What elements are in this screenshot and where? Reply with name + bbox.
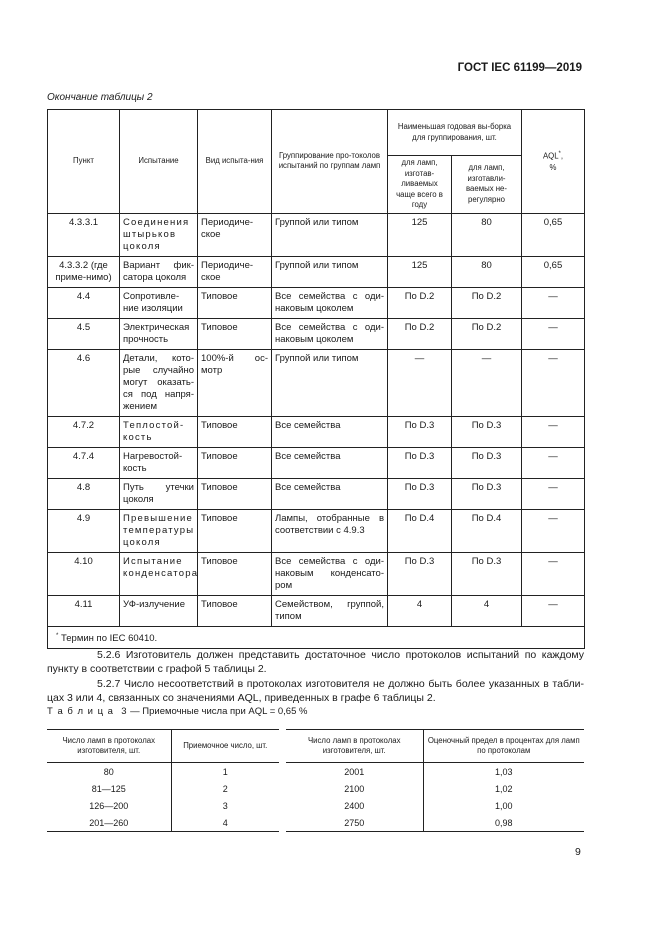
cell-lamp-count: 80	[103, 766, 114, 777]
cell-grouping: Все семейства с оди-наковым цоколем	[272, 318, 388, 349]
cell-lamp-count: 201—260	[47, 814, 171, 832]
cell-grouping: Все семейства	[272, 416, 388, 447]
cell-frequent: 125	[388, 256, 452, 287]
cell-irregular: —	[452, 349, 522, 416]
cell-grouping: Группой или типом	[272, 349, 388, 416]
cell-lamp-count: 2100	[344, 783, 365, 794]
cell-aql: —	[522, 509, 585, 552]
table-row	[48, 349, 585, 416]
cell-acceptance-number: 2	[171, 780, 279, 797]
cell-irregular: По D.2	[452, 287, 522, 318]
cell-frequent: По D.3	[388, 478, 452, 509]
t3-left-header-count: Число ламп в протоколах изготовителя, шт.	[47, 730, 171, 763]
cell-punkt: 4.10	[48, 552, 120, 595]
table-3-left	[47, 729, 279, 832]
cell-estimated-limit: 1,00	[423, 797, 584, 814]
table-row	[48, 416, 585, 447]
table-row	[47, 814, 279, 832]
table-caption: Окончание таблицы 2	[47, 92, 153, 103]
cell-aql: 0,65	[522, 213, 585, 256]
cell-punkt: 4.9	[48, 509, 120, 552]
cell-frequent: По D.2	[388, 287, 452, 318]
cell-grouping: Все семейства	[272, 478, 388, 509]
cell-test: Путь утечки цоколя	[120, 478, 198, 509]
table-3-right	[286, 729, 584, 832]
cell-grouping: Семейством, группой, типом	[272, 595, 388, 626]
cell-kind: Типовое	[198, 552, 272, 595]
cell-acceptance-number: 4	[171, 814, 279, 832]
cell-test: Испытание конденсатора	[120, 552, 198, 595]
cell-punkt: 4.6	[48, 349, 120, 416]
cell-acceptance-number: 3	[171, 797, 279, 814]
cell-test: Нагревостой-кость	[120, 447, 198, 478]
cell-kind: Типовое	[198, 447, 272, 478]
cell-irregular: По D.3	[452, 478, 522, 509]
cell-test: Детали, кото-рые случайно могут оказать-ся под напря-жением	[120, 349, 198, 416]
table-footnote: * Термин по IEC 60410.	[48, 626, 585, 648]
cell-aql: 0,65	[522, 256, 585, 287]
cell-kind: Типовое	[198, 509, 272, 552]
cell-aql: —	[522, 595, 585, 626]
table-row	[48, 509, 585, 552]
cell-irregular: По D.3	[452, 552, 522, 595]
cell-frequent: По D.2	[388, 318, 452, 349]
cell-punkt: 4.7.2	[48, 416, 120, 447]
cell-grouping: Все семейства с оди-наковым цоколем	[272, 287, 388, 318]
cell-punkt: 4.3.3.1	[48, 213, 120, 256]
header-kind: Вид испыта-ния	[198, 110, 272, 214]
table-row	[48, 478, 585, 509]
paragraph-5-2-7: 5.2.7 Число несоответствий в протоколах изготовителя не должно быть более указанных в табли-цах 3 или 4, связанных со значениями AQL, приведенных в графе 6 таблицы 2.	[47, 678, 584, 704]
cell-grouping: Все семейства с оди-наковым конденсато-ром	[272, 552, 388, 595]
cell-aql: —	[522, 349, 585, 416]
cell-aql: —	[522, 318, 585, 349]
cell-kind: Периодиче-ское	[198, 256, 272, 287]
cell-irregular: 80	[452, 256, 522, 287]
cell-kind: Типовое	[198, 318, 272, 349]
cell-frequent: —	[388, 349, 452, 416]
cell-punkt: 4.8	[48, 478, 120, 509]
cell-estimated-limit: 1,02	[423, 780, 584, 797]
cell-grouping: Все семейства	[272, 447, 388, 478]
header-punkt: Пункт	[48, 110, 120, 214]
cell-aql: —	[522, 478, 585, 509]
table-row	[48, 595, 585, 626]
cell-irregular: 4	[452, 595, 522, 626]
header-irregular: для ламп, изготавли-ваемых не-регулярно	[452, 156, 522, 214]
cell-kind: Периодиче-ское	[198, 213, 272, 256]
document-header: ГОСТ IEC 61199—2019	[457, 62, 582, 74]
t3-left-header-accept: Приемочное число, шт.	[171, 730, 279, 763]
cell-frequent: По D.4	[388, 509, 452, 552]
cell-frequent: 125	[388, 213, 452, 256]
cell-punkt: 4.4	[48, 287, 120, 318]
cell-test: Вариант фик-сатора цоколя	[120, 256, 198, 287]
page-number: 9	[575, 846, 581, 858]
table-row	[48, 256, 585, 287]
cell-grouping: Группой или типом	[272, 213, 388, 256]
table-row	[47, 797, 279, 814]
cell-punkt: 4.5	[48, 318, 120, 349]
cell-irregular: По D.3	[452, 416, 522, 447]
cell-irregular: 80	[452, 213, 522, 256]
cell-estimated-limit: 1,03	[423, 763, 584, 781]
paragraph-5-2-6: 5.2.6 Изготовитель должен представить достаточное число протоколов испытаний по каждому пункту в соответствии с графой 5 таблицы 2.	[47, 649, 584, 675]
table-row	[286, 797, 584, 814]
cell-kind: Типовое	[198, 416, 272, 447]
table-row	[286, 814, 584, 832]
cell-punkt: 4.11	[48, 595, 120, 626]
cell-punkt: 4.3.3.2 (где приме-нимо)	[48, 256, 120, 287]
cell-kind: Типовое	[198, 478, 272, 509]
cell-frequent: 4	[388, 595, 452, 626]
table-row	[48, 318, 585, 349]
cell-lamp-count: 2750	[286, 814, 423, 832]
table-row	[48, 287, 585, 318]
cell-test: Электрическая прочность	[120, 318, 198, 349]
cell-aql: —	[522, 447, 585, 478]
cell-aql: —	[522, 287, 585, 318]
cell-frequent: По D.3	[388, 447, 452, 478]
cell-lamp-count: 2400	[344, 800, 365, 811]
table-row	[47, 780, 279, 797]
cell-test: Превышение температуры цоколя	[120, 509, 198, 552]
cell-grouping: Лампы, отобранные в соответствии с 4.9.3	[272, 509, 388, 552]
cell-irregular: По D.3	[452, 447, 522, 478]
table-row	[286, 763, 584, 781]
table-2	[47, 109, 585, 649]
table-3-caption: Т а б л и ц а 3 — Приемочные числа при AQL = 0,65 %	[47, 706, 308, 717]
cell-acceptance-number: 1	[171, 763, 279, 781]
cell-punkt: 4.7.4	[48, 447, 120, 478]
cell-irregular: По D.2	[452, 318, 522, 349]
header-frequent: для ламп, изготав-ливаемых чаще всего в году	[388, 156, 452, 214]
table-row	[47, 763, 279, 781]
cell-lamp-count: 81—125	[91, 783, 126, 794]
cell-test: Теплостой-кость	[120, 416, 198, 447]
cell-test: Соединения штырьков цоколя	[120, 213, 198, 256]
cell-estimated-limit: 0,98	[423, 814, 584, 832]
t3-right-header-count: Число ламп в протоколах изготовителя, шт.	[286, 730, 423, 763]
cell-kind: Типовое	[198, 595, 272, 626]
cell-test: Сопротивле-ние изоляции	[120, 287, 198, 318]
table-row	[286, 780, 584, 797]
cell-kind: 100%-й ос-мотр	[198, 349, 272, 416]
cell-lamp-count: 126—200	[89, 800, 129, 811]
cell-aql: —	[522, 416, 585, 447]
header-test: Испытание	[120, 110, 198, 214]
cell-irregular: По D.4	[452, 509, 522, 552]
cell-frequent: По D.3	[388, 416, 452, 447]
cell-grouping: Группой или типом	[272, 256, 388, 287]
table-row	[48, 447, 585, 478]
cell-lamp-count: 2001	[344, 766, 365, 777]
table-row	[48, 213, 585, 256]
t3-right-header-limit: Оценочный предел в процентах для ламп по протоколам	[423, 730, 584, 763]
header-aql: AQL*, %	[522, 110, 585, 214]
cell-frequent: По D.3	[388, 552, 452, 595]
header-min-sample: Наименьшая годовая вы-борка для группирования, шт.	[388, 110, 522, 156]
cell-aql: —	[522, 552, 585, 595]
cell-test: УФ-излучение	[120, 595, 198, 626]
header-grouping: Группирование про-токолов испытаний по группам ламп	[272, 110, 388, 214]
table-row	[48, 552, 585, 595]
cell-kind: Типовое	[198, 287, 272, 318]
